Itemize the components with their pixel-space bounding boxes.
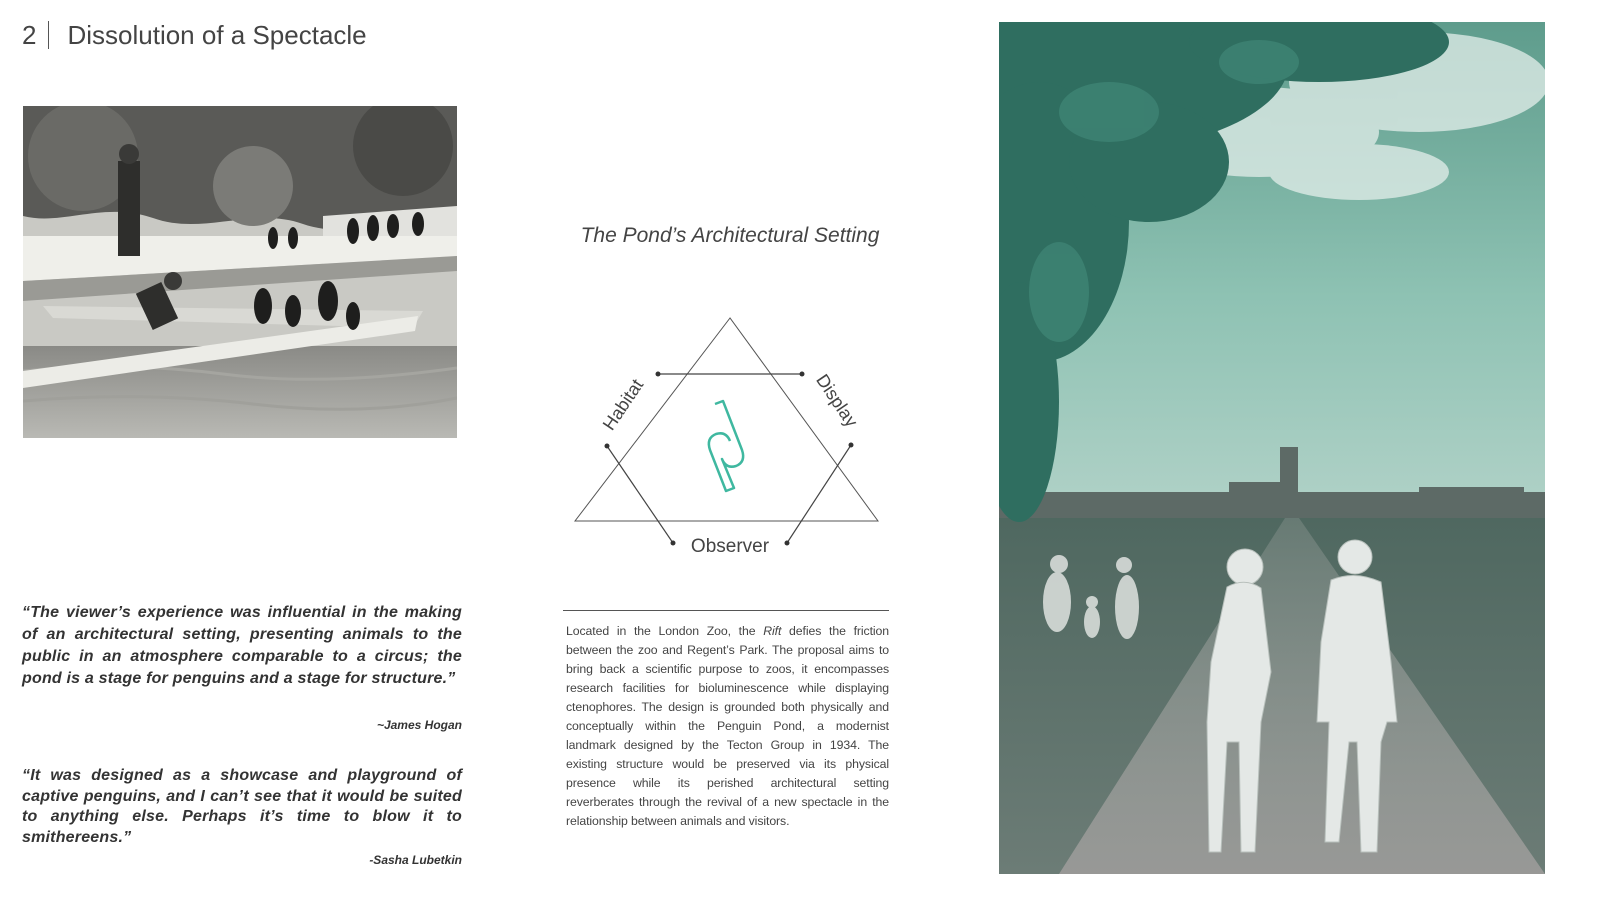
diagram-node [605, 444, 610, 449]
diagram-label-habitat: Habitat [598, 375, 648, 434]
page-number: 2 [22, 19, 37, 50]
diagram-left-line [607, 446, 673, 543]
description-rift: Rift [763, 624, 782, 638]
diagram-node [785, 541, 790, 546]
project-description [566, 622, 889, 831]
quote-lubetkin-part1: “It was designed as a showcase and playground of captive penguins, and I can’t see that it would be suited to anything else. [22, 767, 462, 825]
setting-diagram [560, 300, 900, 570]
page-title: Dissolution of a Spectacle [67, 19, 367, 50]
quote-author-hogan: ~James Hogan [376, 718, 462, 732]
description-rule [563, 610, 889, 611]
archive-photo-penguin-pool [23, 106, 457, 438]
diagram-label-observer: Observer [690, 536, 770, 557]
diagram-node [849, 443, 854, 448]
diagram-node [671, 541, 676, 546]
rift-logo-icon [709, 401, 743, 491]
diagram-label-display: Display [812, 370, 862, 431]
diagram-node [656, 372, 661, 377]
quote-lubetkin [22, 766, 462, 848]
page-header [22, 18, 367, 52]
header-divider [48, 21, 49, 49]
quote-author-lubetkin: -Sasha Lubetkin [369, 853, 462, 867]
quote-hogan: “The viewer’s experience was influential in the making of an architectural setting, presenting animals to the public in an atmosphere comparable to a circus; the pond is a stage for penguins and a stage for structure.” [22, 604, 462, 687]
quote-lubetkin-part2: Perhaps it’s time to blow it to smithereens.” [22, 808, 462, 846]
description-part1: Located in the London Zoo, the [566, 624, 764, 638]
diagram-title: The Pond’s Architectural Setting [580, 224, 880, 247]
diagram-right-line [787, 445, 851, 543]
diagram-node [800, 372, 805, 377]
description-part2: defies the friction between the zoo and Regent’s Park. The proposal aims to bring back a scientific purpose to zoos, it encompasses research facilities for bioluminescence while displaying ctenophores. The design is grounded both physically and conceptually within the Penguin Pond, a modernist landmark designed by the Tecton Group in 1934. The existing structure would be preserved via its physical presence while its perished architectural setting reverberates through the revival of a new spectacle in the relationship between animals and visitors. [566, 624, 889, 828]
park-rendering [999, 22, 1545, 874]
